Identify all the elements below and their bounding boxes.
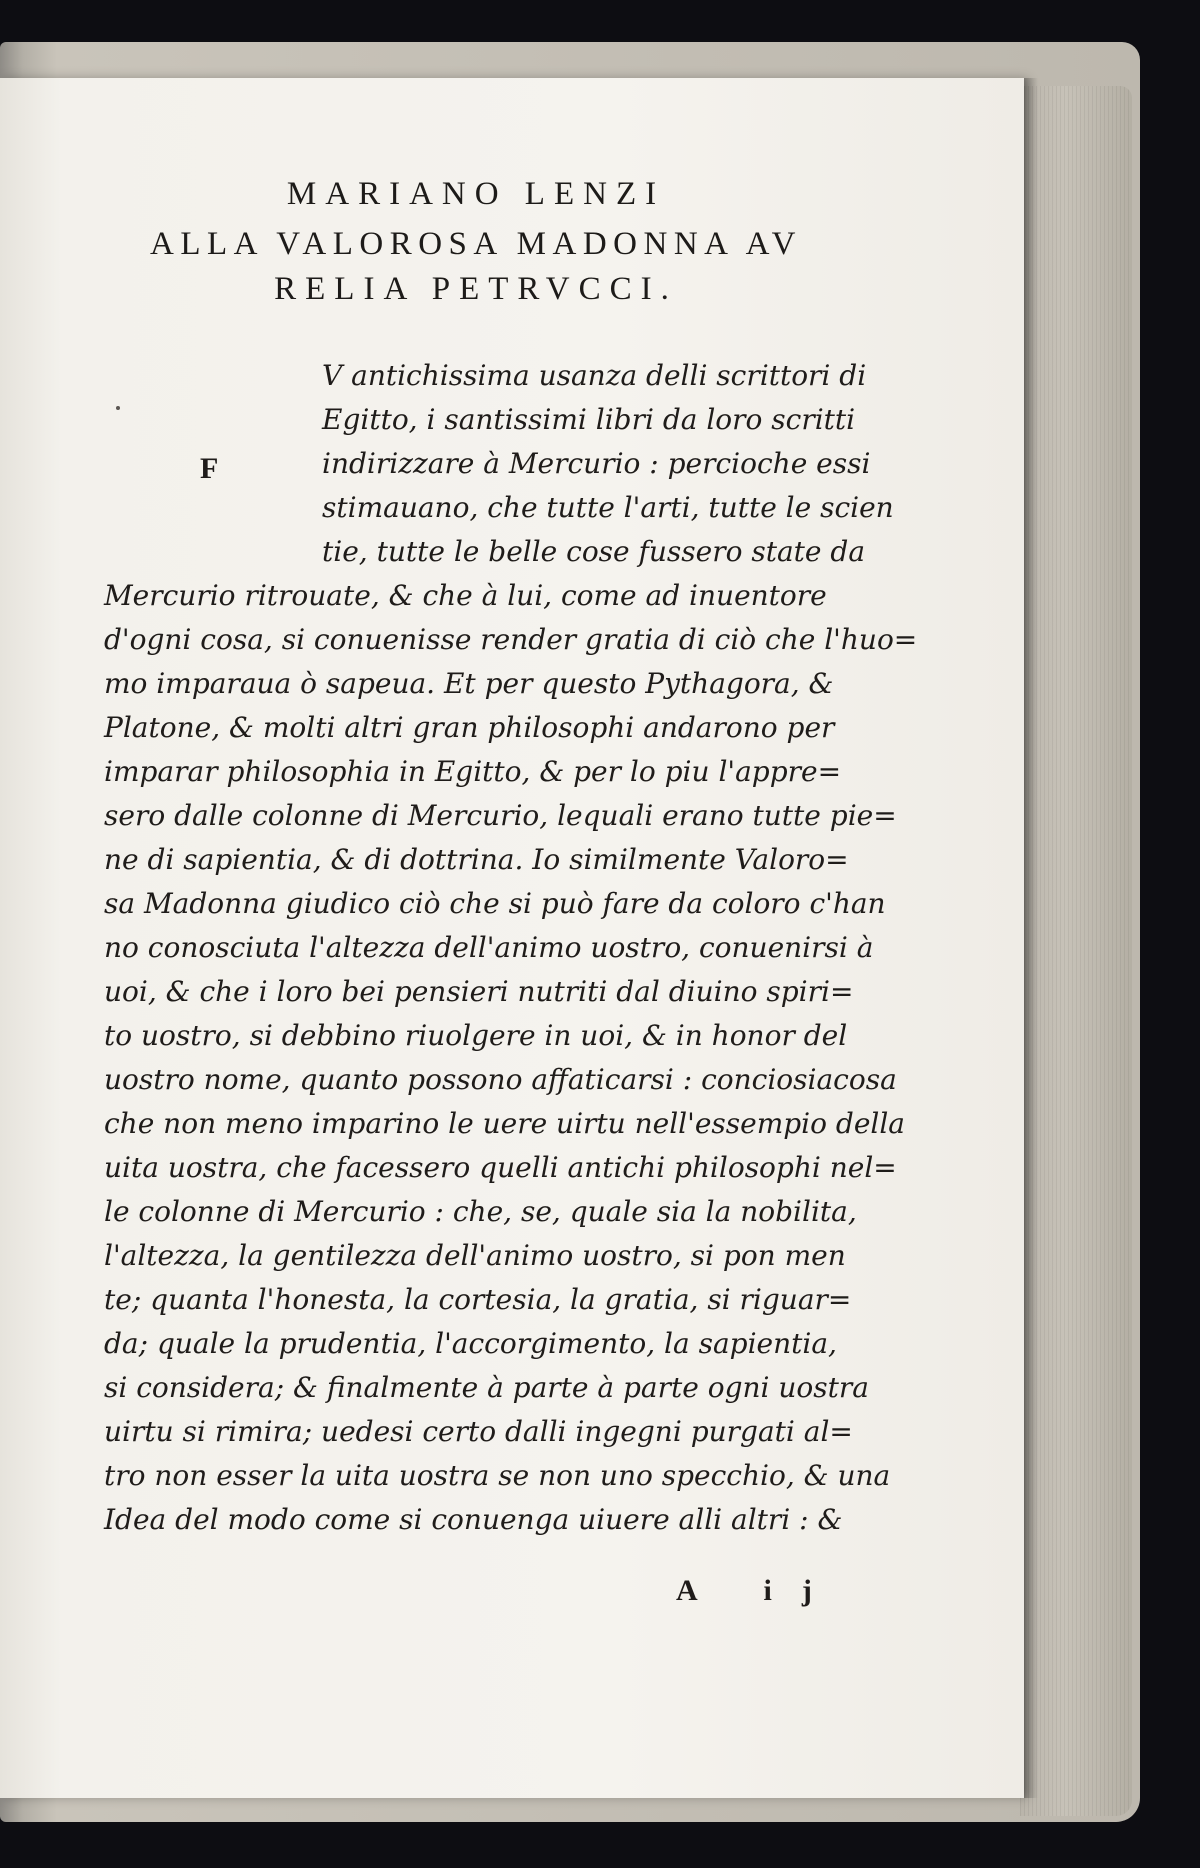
page-shadow xyxy=(1024,78,1038,1798)
text-line: uita uostra, che facessero quelli antichi philosophi nel= xyxy=(104,1151,897,1184)
text-line: che non meno imparino le uere uirtu nell'essempio della xyxy=(104,1107,905,1140)
text-line: tie, tutte le belle cose fussero state da xyxy=(322,535,866,568)
text-line: tro non esser la uita uostra se non uno specchio, & una xyxy=(104,1459,891,1492)
main-paragraph xyxy=(104,574,917,1542)
text-line: da; quale la prudentia, l'accorgimento, la sapientia, xyxy=(104,1327,837,1360)
text-line: to uostro, si debbino riuolgere in uoi, & in honor del xyxy=(104,1019,848,1052)
text-line: l'altezza, la gentilezza dell'animo uostro, si pon men xyxy=(104,1239,846,1272)
text-line: mo imparaua ò sapeua. Et per questo Pythagora, & xyxy=(104,667,834,700)
drop-capital: F xyxy=(200,452,219,485)
text-line: d'ogni cosa, si conuenisse render gratia di ciò che l'huo= xyxy=(104,623,918,656)
text-line: uostro nome, quanto possono affaticarsi : conciosiacosa xyxy=(104,1063,897,1096)
signature-mark: A ij xyxy=(676,1574,842,1607)
text-line: imparar philosophia in Egitto, & per lo piu l'appre= xyxy=(104,755,842,788)
text-line: uirtu si rimira; uedesi certo dalli ingegni purgati al= xyxy=(104,1415,853,1448)
text-line: le colonne di Mercurio : che, se, quale sia la nobilita, xyxy=(104,1195,857,1228)
text-line: indirizzare à Mercurio : percioche essi xyxy=(322,447,871,480)
title-line-3: RELIA PETRVCCI. xyxy=(274,271,678,307)
text-line: te; quanta l'honesta, la cortesia, la gratia, si riguar= xyxy=(104,1283,852,1316)
text-line: sero dalle colonne di Mercurio, lequali erano tutte pie= xyxy=(104,799,897,832)
text-line: si considera; & finalmente à parte à parte ogni uostra xyxy=(104,1371,869,1404)
text-line: stimauano, che tutte l'arti, tutte le scien xyxy=(322,491,894,524)
text-line: Mercurio ritrouate, & che à lui, come ad inuentore xyxy=(104,579,827,612)
indented-paragraph-start xyxy=(322,354,894,574)
title-line-1: MARIANO LENZI xyxy=(286,176,666,212)
text-line: Egitto, i santissimi libri da loro scritti xyxy=(322,403,856,436)
text-line: ne di sapientia, & di dottrina. Io similmente Valoro= xyxy=(104,843,849,876)
text-line: Platone, & molti altri gran philosophi andarono per xyxy=(104,711,835,744)
text-line: uoi, & che i loro bei pensieri nutriti dal diuino spiri= xyxy=(104,975,854,1008)
text-line: no conosciuta l'altezza dell'animo uostro, conuenirsi à xyxy=(104,931,874,964)
text-line: V antichissima usanza delli scrittori di xyxy=(322,359,867,392)
margin-dot xyxy=(116,406,120,410)
text-line: sa Madonna giudico ciò che si può fare da coloro c'han xyxy=(104,887,886,920)
text-line: Idea del modo come si conuenga uiuere alli altri : & xyxy=(104,1503,843,1536)
title-line-2: ALLA VALOROSA MADONNA AV xyxy=(149,226,802,262)
